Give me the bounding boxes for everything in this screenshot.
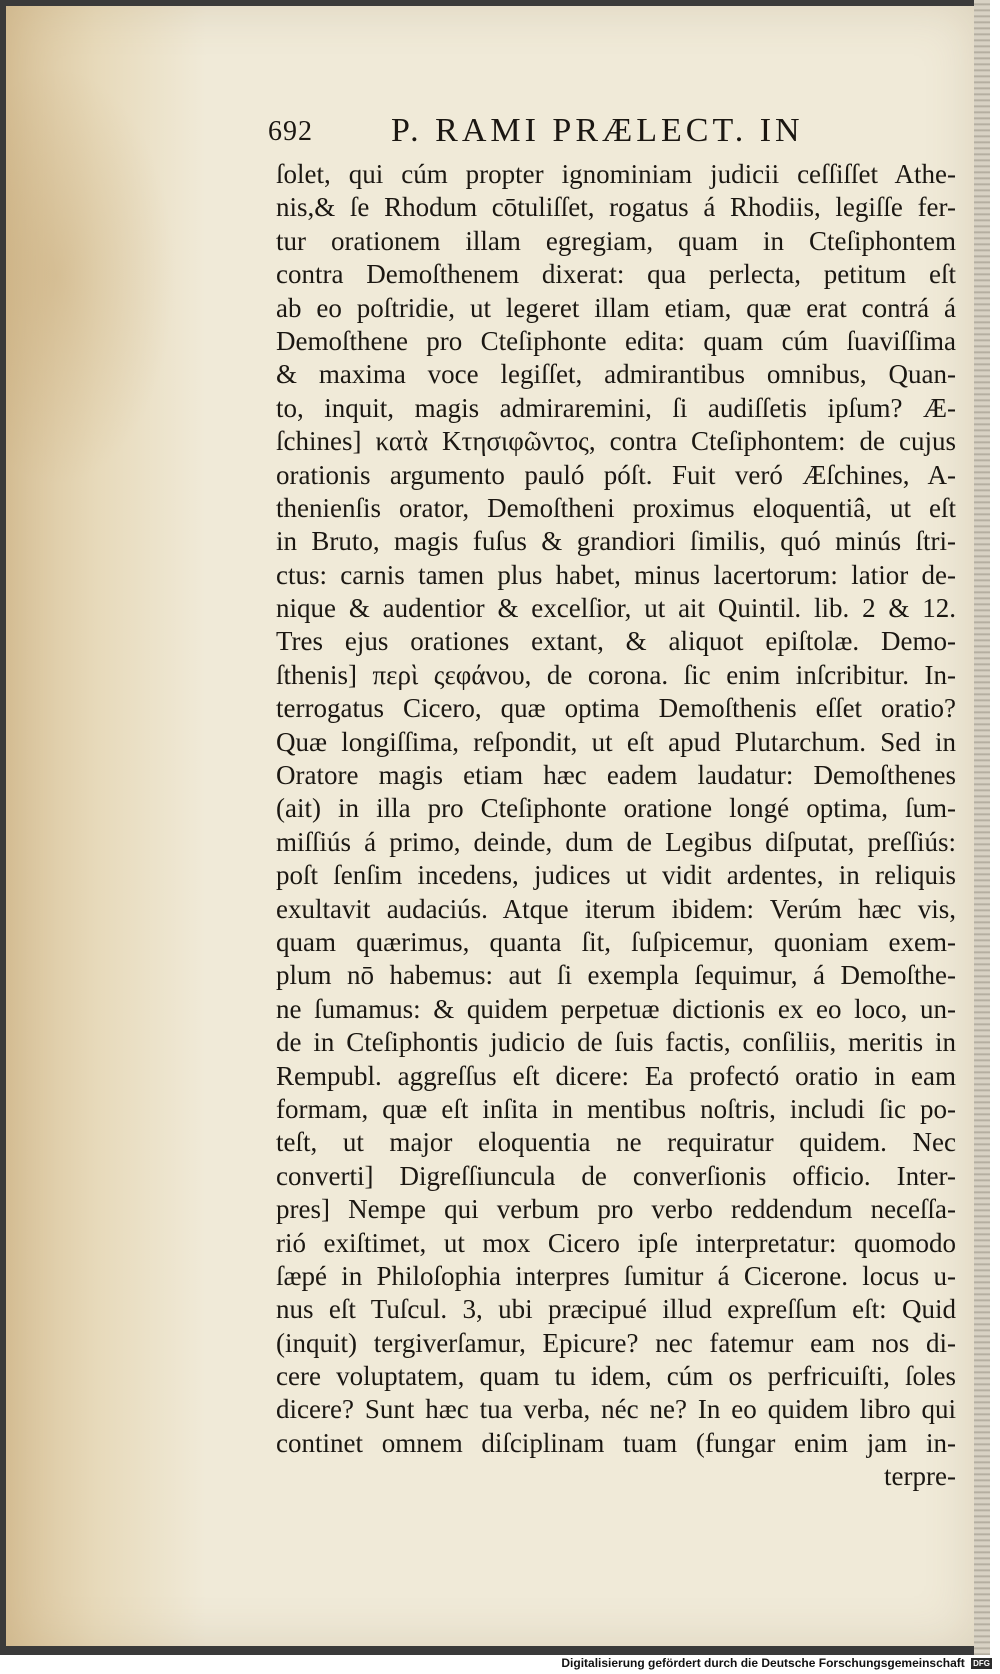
text-line: miſſiús á primo, deinde, dum de Legibus diſputat, preſſiús: (276, 826, 956, 857)
digitization-credit (561, 1656, 992, 1670)
text-line: nus eſt Tuſcul. 3, ubi præcipué illud expreſſum eſt: Quid (276, 1294, 956, 1325)
text-line: Oratore magis etiam hæc eadem laudatur: Demoſthenes (276, 760, 956, 791)
text-line: rió exiſtimet, ut mox Cicero ipſe interpretatur: quomodo (276, 1227, 956, 1258)
text-line: converti] Digreſſiuncula de converſionis officio. Inter- (276, 1160, 956, 1191)
text-line: de in Cteſiphontis judicio de ſuis factis, conſiliis, meritis in (276, 1027, 956, 1058)
text-line: formam, quæ eſt inſita in mentibus noſtris, includi ſic po- (276, 1093, 956, 1124)
text-line: teſt, ut major eloquentia ne requiratur quidem. Nec (276, 1127, 956, 1158)
text-line: (ait) in illa pro Cteſiphonte oratione longé optima, ſum- (276, 793, 956, 824)
page-edge-stack (974, 0, 990, 1655)
text-line: to, inquit, magis admiraremini, ſi audiſſetis ipſum? Æ- (276, 392, 956, 423)
text-line: plum nō habemus: aut ſi exempla ſequimur, á Demoſthe- (276, 960, 956, 991)
dfg-logo-icon: DFG (973, 1659, 990, 1669)
text-line: ne ſumamus: & quidem perpetuæ dictionis ex eo loco, un- (276, 993, 956, 1024)
text-line: nis,& ſe Rhodum cōtuliſſet, rogatus á Rhodiis, legiſſe fer- (276, 192, 956, 223)
catchword-line: terpre- (884, 1461, 956, 1492)
text-line: poſt ſenſim incedens, judices ut vidit ardentes, in reliquis (276, 860, 956, 891)
text-line: ſchines] κατὰ Κτησιφῶντος, contra Cteſiphontem: de cujus (276, 426, 956, 457)
text-line: ſolet, qui cúm propter ignominiam judicii ceſſiſſet Athe- (276, 159, 956, 189)
text-line: in Bruto, magis fuſus & grandiori ſimilis, quó minús ſtri- (276, 526, 956, 557)
text-line: dicere? Sunt hæc tua verba, néc ne? In eo quidem libro qui (276, 1394, 956, 1425)
text-line: contra Demoſthenem dixerat: qua perlecta, petitum eſt (276, 259, 956, 290)
text-line: quam quærimus, quanta ſit, ſuſpicemur, quoniam exem- (276, 926, 956, 957)
running-head: P. RAMI PRÆLECT. IN (391, 112, 804, 149)
text-line: orationis argumento pauló póſt. Fuit veró Æſchines, A- (276, 459, 956, 490)
text-line: cere voluptatem, quam tu idem, cúm os perfricuiſti, ſoles (276, 1361, 956, 1392)
text-line: ctus: carnis tamen plus habet, minus lacertorum: latior de- (276, 559, 956, 590)
body-text (276, 158, 956, 1494)
page-number: 692 (268, 116, 313, 147)
text-line: Rempubl. aggreſſus eſt dicere: Ea profectó oratio in eam (276, 1060, 956, 1091)
text-line: Quæ longiſſima, reſpondit, ut eſt apud Plutarchum. Sed in (276, 726, 956, 757)
text-line: tur orationem illam egregiam, quam in Cteſiphontem (276, 225, 956, 256)
text-line: continet omnem diſciplinam tuam (fungar enim jam in- (276, 1427, 956, 1458)
text-line: Demoſthene pro Cteſiphonte edita: quam cúm ſuaviſſima (276, 325, 956, 356)
text-line: terrogatus Cicero, quæ optima Demoſthenis eſſet oratio? (276, 693, 956, 724)
credit-text: Digitalisierung gefördert durch die Deutsche Forschungsgemeinschaft (561, 1656, 965, 1670)
text-line: nique & audentior & excelſior, ut ait Quintil. lib. 2 & 12. (276, 593, 956, 624)
text-line: ab eo poſtridie, ut legeret illam etiam, quæ erat contrá á (276, 292, 956, 323)
text-line: & maxima voce legiſſet, admirantibus omnibus, Quan- (276, 359, 956, 390)
text-line: ſæpé in Philoſophia interpres ſumitur á Cicerone. locus u- (276, 1260, 956, 1291)
text-line: exultavit audaciús. Atque iterum ibidem: Verúm hæc vis, (276, 893, 956, 924)
text-line: Tres ejus orationes extant, & aliquot epiſtolæ. Demo- (276, 626, 956, 657)
text-line: thenienſis orator, Demoſtheni proximus eloquentiâ, ut eſt (276, 492, 956, 523)
text-line: (inquit) tergiverſamur, Epicure? nec fatemur eam nos di- (276, 1327, 956, 1358)
text-line: pres] Nempe qui verbum pro verbo reddendum neceſſa- (276, 1194, 956, 1225)
text-line: ſthenis] περὶ ςεφάνου, de corona. ſic enim inſcribitur. In- (276, 659, 956, 690)
page-header (268, 112, 948, 152)
